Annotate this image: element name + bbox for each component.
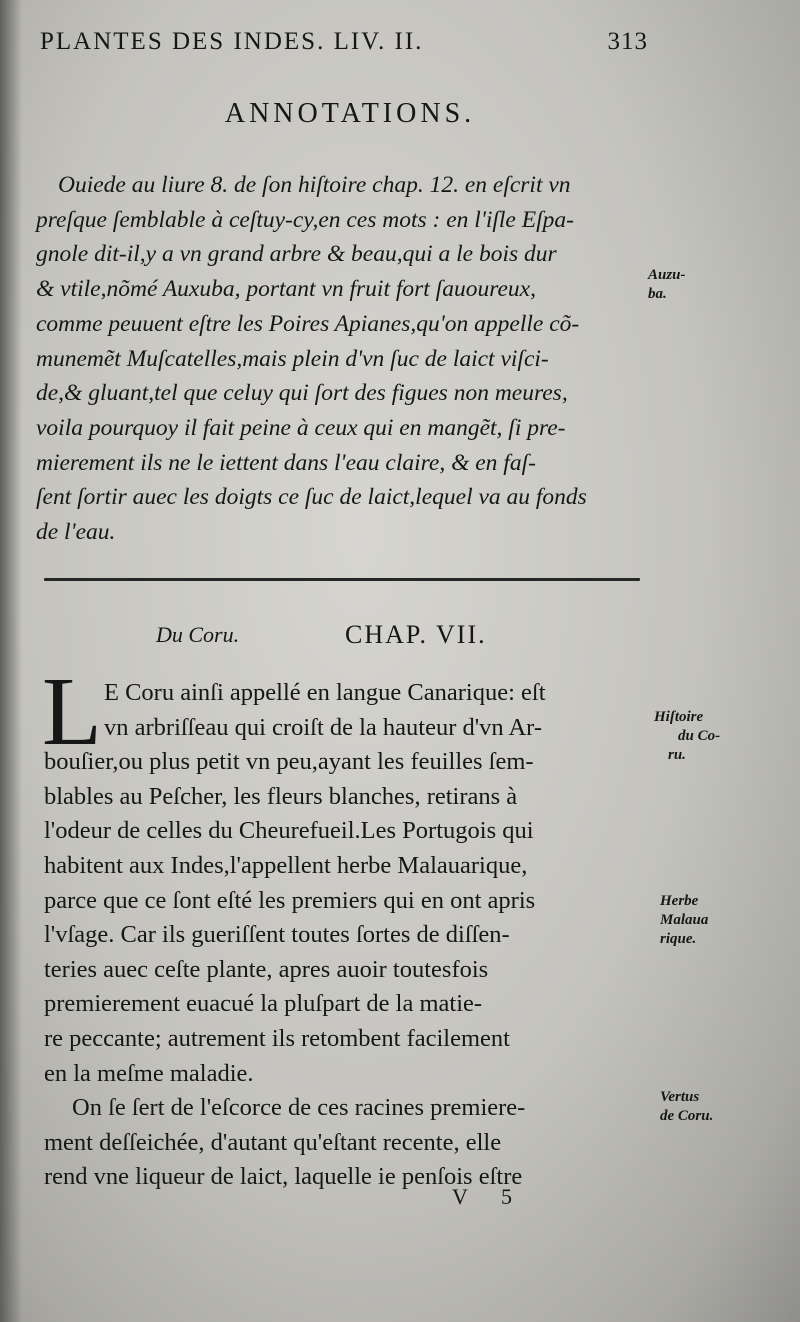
body-line: E Coru ainſi appellé en langue Canarique: eſt <box>104 679 546 706</box>
section-title: ANNOTATIONS. <box>224 98 476 129</box>
annotation-line: munemẽt Muſcatelles,mais plein d'vn ſuc de laict viſci- <box>36 345 549 372</box>
chapter-body <box>44 676 644 1195</box>
margin-note-auzuba <box>648 266 686 304</box>
section-divider-rule <box>44 578 640 581</box>
body-line: vn arbriſſeau qui croiſt de la hauteur d'vn Ar- <box>104 713 542 741</box>
body-line: teries auec ceſte plante, apres auoir toutesfois <box>44 955 489 983</box>
running-head-title: PLANTES DES INDES. LIV. II. <box>40 28 424 55</box>
annotation-line: de,& gluant,tel que celuy qui ſort des figues non meures, <box>36 380 568 407</box>
signature-mark: V 5 <box>452 1184 526 1209</box>
annotation-paragraph <box>36 168 644 550</box>
margin-note-histoire <box>654 708 720 765</box>
chapter-number: CHAP. VII. <box>345 620 487 649</box>
margin-note-vertus <box>660 1088 713 1126</box>
annotation-line: gnole dit-il,y a vn grand arbre & beau,qui a le bois dur <box>36 241 557 268</box>
body-line: On ſe ſert de l'eſcorce de ces racines premiere- <box>72 1094 526 1122</box>
chapter-subject: Du Coru. <box>156 622 240 647</box>
annotation-line: de l'eau. <box>36 519 116 546</box>
body-line: blables au Peſcher, les fleurs blanches, retirans à <box>44 782 518 810</box>
body-line: re peccante; autrement ils retombent facilement <box>44 1024 510 1052</box>
annotation-line: ſent ſortir auec les doigts ce ſuc de laict,lequel va au fonds <box>36 484 587 511</box>
margin-note-line: rique. <box>660 931 697 947</box>
drop-capital: L <box>42 658 102 766</box>
margin-note-line: Herbe <box>660 893 699 909</box>
body-line: premierement euacué la pluſpart de la matie- <box>44 990 483 1018</box>
margin-note-line: du Co- <box>678 728 721 744</box>
margin-note-line: Vertus <box>660 1089 700 1105</box>
margin-note-herbe <box>660 892 708 949</box>
body-line: parce que ce ſont eſté les premiers qui en ont apris <box>44 886 536 914</box>
body-line: en la meſme maladie. <box>44 1059 254 1087</box>
annotation-line: comme peuuent eſtre les Poires Apianes,qu'on appelle cõ- <box>36 310 580 337</box>
margin-note-line: Auzu- <box>648 267 686 283</box>
page-spine-shadow <box>0 0 22 1322</box>
annotation-line: & vtile,nõmé Auxuba, portant vn fruit fort ſauoureux, <box>36 276 536 303</box>
margin-note-line: ru. <box>668 747 686 763</box>
margin-note-line: ba. <box>648 286 667 302</box>
body-line: rend vne liqueur de laict, laquelle ie penſois eſtre <box>44 1163 523 1191</box>
annotation-line: preſque ſemblable à ceſtuy-cy,en ces mots : en l'iſle Eſpa- <box>36 206 574 233</box>
annotation-line: mierement ils ne le iettent dans l'eau claire, & en faſ- <box>36 449 536 476</box>
body-line: l'odeur de celles du Cheurefueil.Les Portugois qui <box>44 817 534 845</box>
annotation-line: voila pourquoy il fait peine à ceux qui en mangẽt, ſi pre- <box>36 414 566 441</box>
annotation-line: Ouiede au liure 8. de ſon hiſtoire chap. 12. en eſcrit vn <box>58 172 571 198</box>
margin-note-line: Hiſtoire <box>654 709 704 725</box>
margin-note-line: de Coru. <box>660 1108 714 1124</box>
body-line: bouſier,ou plus petit vn peu,ayant les feuilles ſem- <box>44 748 534 776</box>
body-line: habitent aux Indes,l'appellent herbe Malauarique, <box>44 851 528 879</box>
body-line: ment deſſeichée, d'autant qu'eſtant recente, elle <box>44 1128 502 1156</box>
body-line: l'vſage. Car ils gueriſſent toutes ſortes de diſſen- <box>44 921 510 949</box>
page-number: 313 <box>607 28 648 55</box>
running-head <box>40 28 648 56</box>
margin-note-line: Malaua <box>660 912 709 928</box>
